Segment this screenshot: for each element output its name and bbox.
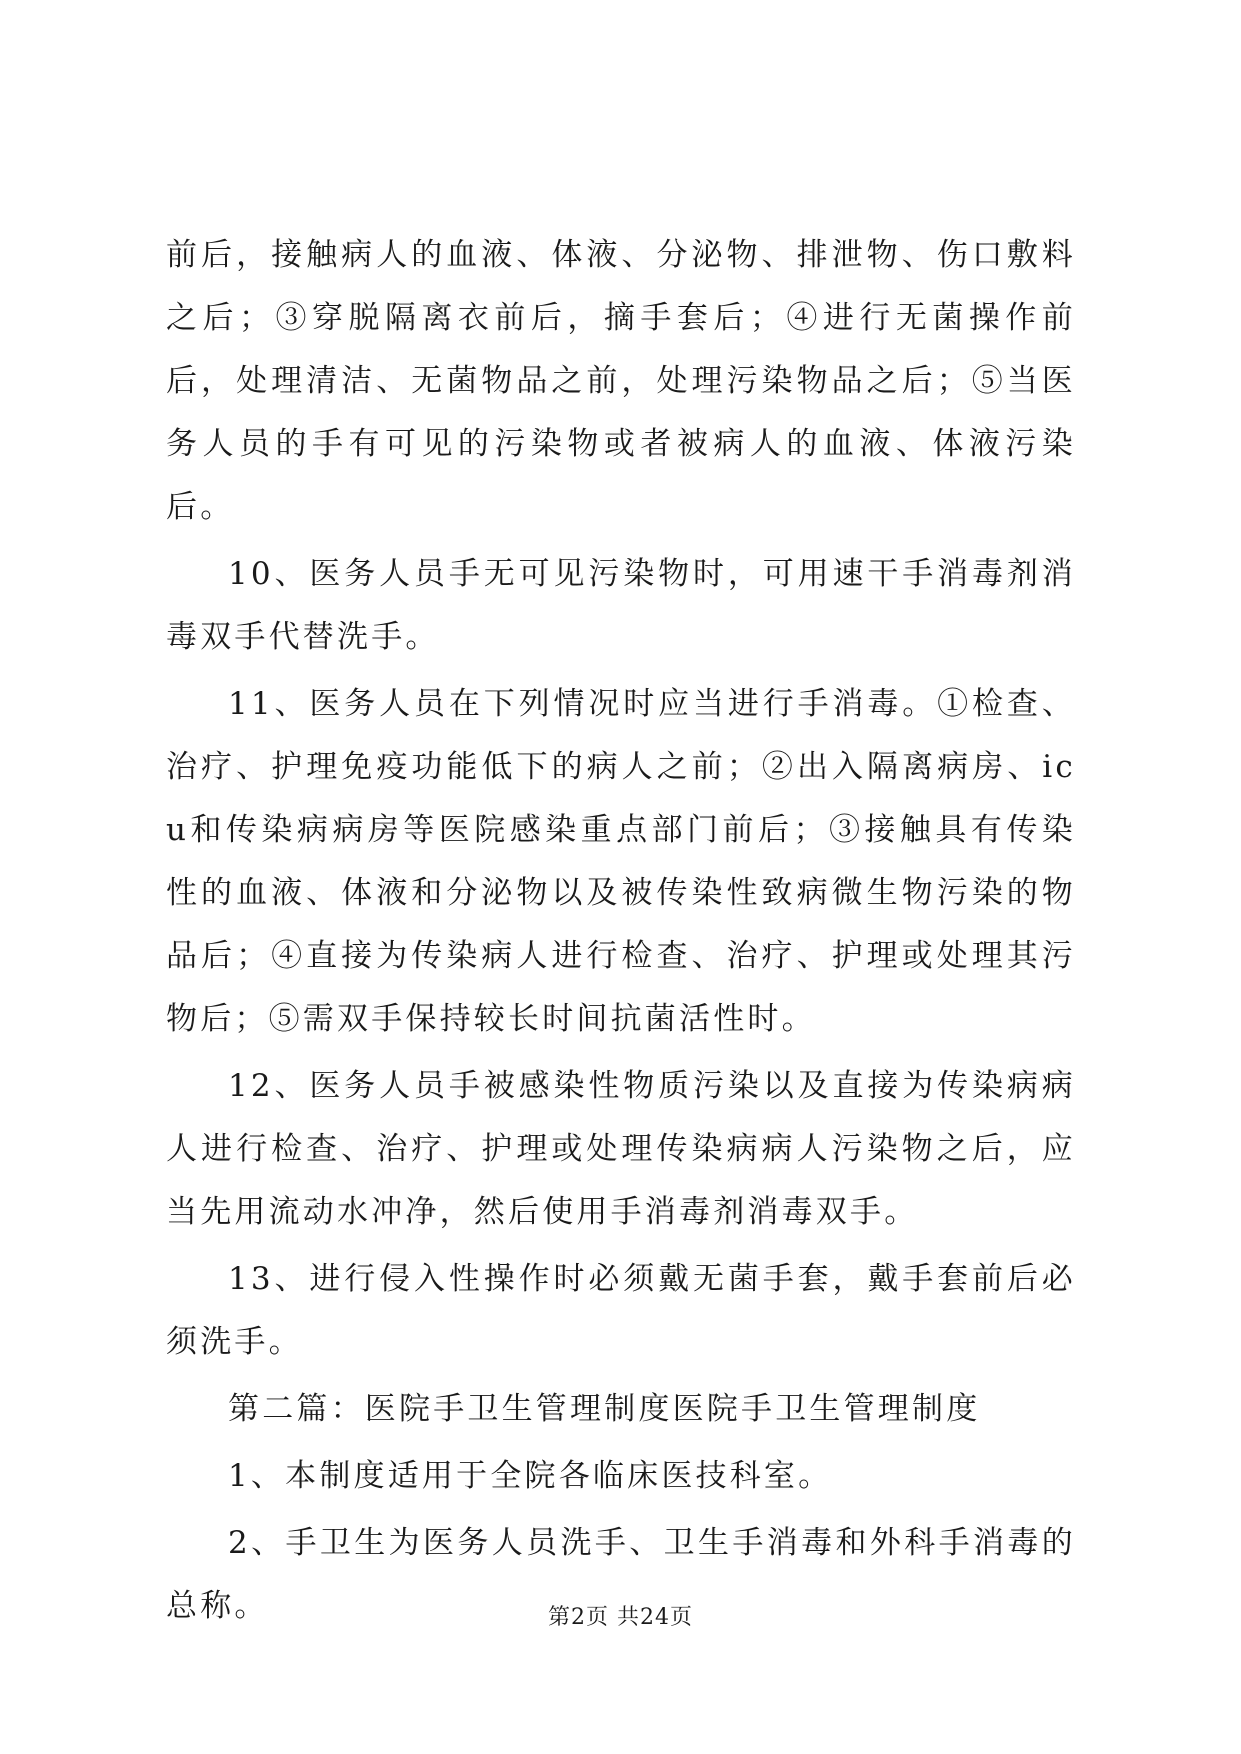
page-footer: 第2页 共24页	[548, 1605, 693, 1630]
document-body	[166, 224, 1076, 1642]
paragraph-continuation: 前后，接触病人的血液、体液、分泌物、排泄物、伤口敷料之后；③穿脱隔离衣前后，摘手套后；④进行无菌操作前后，处理清洁、无菌物品之前，处理污染物品之后；⑤当医务人员的手有可见的污染物或者被病人的血液、体液污染后。	[166, 237, 1076, 525]
paragraph-item-12: 12、医务人员手被感染性物质污染以及直接为传染病病人进行检查、治疗、护理或处理传染病病人污染物之后，应当先用流动水冲净，然后使用手消毒剂消毒双手。	[166, 1068, 1076, 1230]
paragraph-item-13: 13、进行侵入性操作时必须戴无菌手套，戴手套前后必须洗手。	[166, 1261, 1076, 1360]
paragraph-item-1: 1、本制度适用于全院各临床医技科室。	[228, 1458, 833, 1494]
paragraph-item-10: 10、医务人员手无可见污染物时，可用速干手消毒剂消毒双手代替洗手。	[166, 556, 1076, 655]
paragraph-item-2: 2、手卫生为医务人员洗手、卫生手消毒和外科手消毒的总称。	[166, 1525, 1076, 1624]
section-heading: 第二篇：医院手卫生管理制度医院手卫生管理制度	[228, 1391, 981, 1427]
paragraph-item-11: 11、医务人员在下列情况时应当进行手消毒。①检查、治疗、护理免疫功能低下的病人之前；②出入隔离病房、icu和传染病病房等医院感染重点部门前后；③接触具有传染性的血液、体液和分泌物以及被传染性致病微生物污染的物品后；④直接为传染病人进行检查、治疗、护理或处理其污物后；⑤需双手保持较长时间抗菌活性时。	[166, 686, 1076, 1037]
